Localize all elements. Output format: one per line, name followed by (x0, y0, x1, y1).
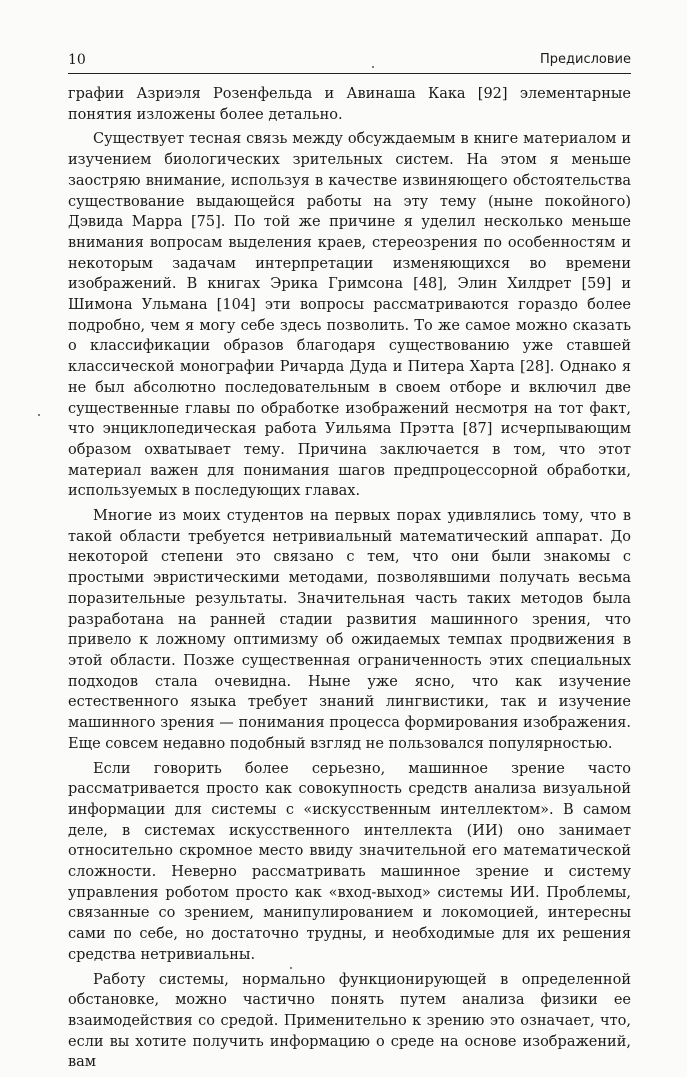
running-title: Предисловие (540, 52, 631, 67)
paragraph: Существует тесная связь между обсуждаемым в книге материалом и изучением биологических зрительных систем. На этом я меньше заостряю внимание, используя в качестве извиняющего обстоятельства существование выдающейся работы на эту тему (ныне покойного) Дэвида Марра [75]. По той же причине я уделил несколько меньше внимания вопросам выделения краев, стереозрения по особенностям и некоторым задачам интерпретации изменяющихся во времени изображений. В книгах Эрика Гримсона [48], Элин Хилдрет [59] и Шимона Ульмана [104] эти вопросы рассматриваются гораздо более подробно, чем я могу себе здесь позволить. То же самое можно сказать о классификации образов благодаря существованию уже ставшей классической монографии Ричарда Дуда и Питера Харта [28]. Однако я не был абсолютно последовательным в своем отборе и включил две существенные главы по обработке изображений несмотря на тот факт, что энциклопедическая работа Уильяма Прэтта [87] исчерпывающим образом охватывает тему. Причина заключается в том, что этот материал важен для понимания шагов предпроцессорной обработки, используемых в последующих главах. (68, 131, 631, 500)
paragraph-continuation: графии Азриэля Розенфельда и Авинаша Кака [92] элементарные понятия изложены более детально. (68, 86, 631, 123)
scan-speck (38, 414, 40, 416)
header-rule (68, 73, 631, 74)
page-header (68, 52, 631, 72)
paragraph: Многие из моих студентов на первых порах удивлялись тому, что в такой области требуется нетривиальный математический аппарат. До некоторой степени это связано с тем, что они были знакомы с простыми эвристическими методами, позволявшими получать весьма поразительные результаты. Значительная часть таких методов была разработана на ранней стадии развития машинного зрения, что привело к ложному оптимизму об ожидаемых темпах продвижения в этой области. Позже существенная ограниченность этих специальных подходов стала очевидна. Ныне уже ясно, что как изучение естественного языка требует знаний лингвистики, так и изучение машинного зрения — понимания процесса формирования изображения. Еще совсем недавно подобный взгляд не пользовался популярностью. (68, 508, 631, 752)
paragraph: Если говорить более серьезно, машинное зрение часто рассматривается просто как совокупность средств анализа визуальной информации для системы с «искусственным интеллектом». В самом деле, в системах искусственного интеллекта (ИИ) оно занимает относительно скромное место ввиду значительной его математической сложности. Неверно рассматривать машинное зрение и систему управления роботом просто как «вход-выход» системы ИИ. Проблемы, связанные со зрением, манипулированием и локомоцией, интересны сами по себе, но достаточно трудны, и необходимые для их решения средства нетривиальны. (68, 760, 631, 963)
page-number: 10 (68, 52, 86, 68)
paragraph: Работу системы, нормально функционирующей в определенной обстановке, можно частично понять путем анализа физики ее взаимодействия со средой. Применительно к зрению это означает, что, если вы хотите получить информацию о среде на основе изображений, вам (68, 971, 631, 1071)
scan-speck (290, 967, 292, 969)
scan-speck (372, 66, 374, 68)
body-text (68, 84, 631, 1077)
